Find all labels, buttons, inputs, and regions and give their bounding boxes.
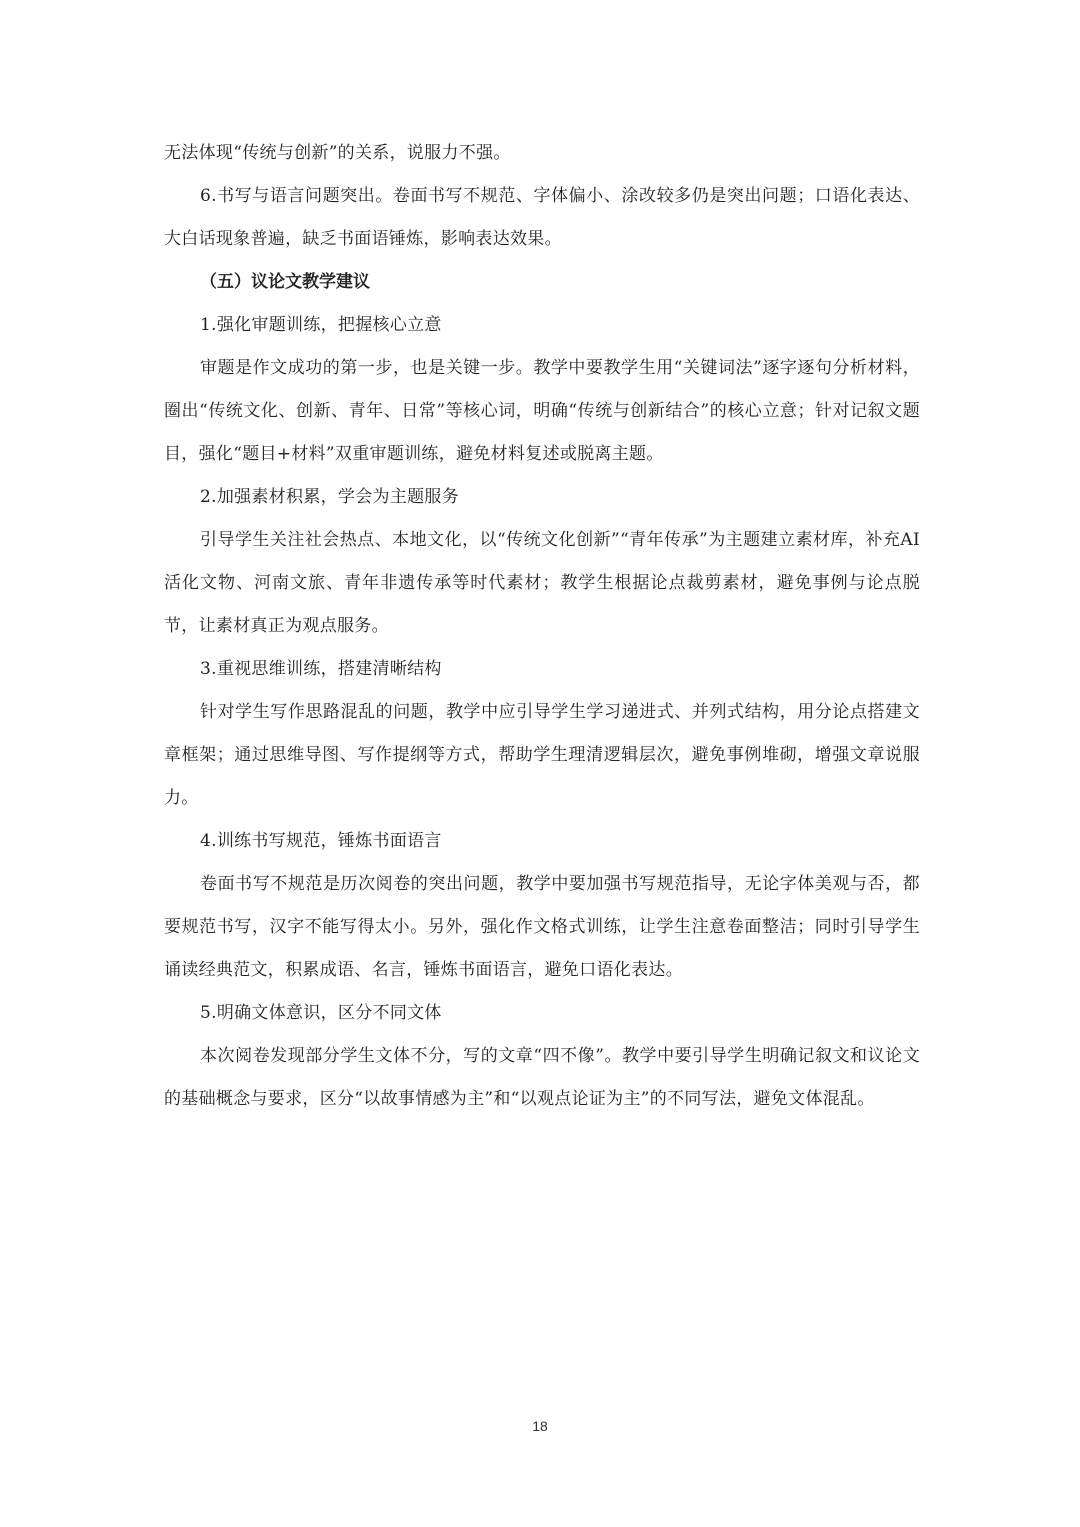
page-number: 18 <box>532 1418 548 1434</box>
paragraph-point-6: 6.书写与语言问题突出。卷面书写不规范、字体偏小、涂改较多仍是突出问题；口语化表达、大白话现象普遍，缺乏书面语锤炼，影响表达效果。 <box>164 186 920 249</box>
subsection-body-3: 针对学生写作思路混乱的问题，教学中应引导学生学习递进式、并列式结构，用分论点搭建文章框架；通过思维导图、写作提纲等方式，帮助学生理清逻辑层次，避免事例堆砌，增强文章说服力。 <box>164 702 920 808</box>
subsection-title-1: 1.强化审题训练，把握核心立意 <box>200 315 442 335</box>
subsection-body-2: 引导学生关注社会热点、本地文化，以“传统文化创新”“青年传承”为主题建立素材库，补充AI活化文物、河南文旅、青年非遗传承等时代素材；教学生根据论点裁剪素材，避免事例与论点脱节，让素材真正为观点服务。 <box>164 530 920 636</box>
paragraph-continuation: 无法体现“传统与创新”的关系，说服力不强。 <box>164 143 511 163</box>
subsection-title-4: 4.训练书写规范，锤炼书面语言 <box>200 831 442 851</box>
subsection-body-1: 审题是作文成功的第一步，也是关键一步。教学中要教学生用“关键词法”逐字逐句分析材料，圈出“传统文化、创新、青年、日常”等核心词，明确“传统与创新结合”的核心立意；针对记叙文题目，强化“题目+材料”双重审题训练，避免材料复述或脱离主题。 <box>164 358 920 464</box>
section-heading: （五）议论文教学建议 <box>200 272 370 292</box>
subsection-title-2: 2.加强素材积累，学会为主题服务 <box>200 487 460 507</box>
subsection-title-3: 3.重视思维训练，搭建清晰结构 <box>200 659 442 679</box>
document-body <box>164 132 920 1121</box>
subsection-body-4: 卷面书写不规范是历次阅卷的突出问题，教学中要加强书写规范指导，无论字体美观与否，都要规范书写，汉字不能写得太小。另外，强化作文格式训练，让学生注意卷面整洁；同时引导学生诵读经典范文，积累成语、名言，锤炼书面语言，避免口语化表达。 <box>164 874 920 980</box>
subsection-title-5: 5.明确文体意识，区分不同文体 <box>200 1003 442 1023</box>
subsection-body-5: 本次阅卷发现部分学生文体不分，写的文章“四不像”。教学中要引导学生明确记叙文和议论文的基础概念与要求，区分“以故事情感为主”和“以观点论证为主”的不同写法，避免文体混乱。 <box>164 1046 920 1109</box>
